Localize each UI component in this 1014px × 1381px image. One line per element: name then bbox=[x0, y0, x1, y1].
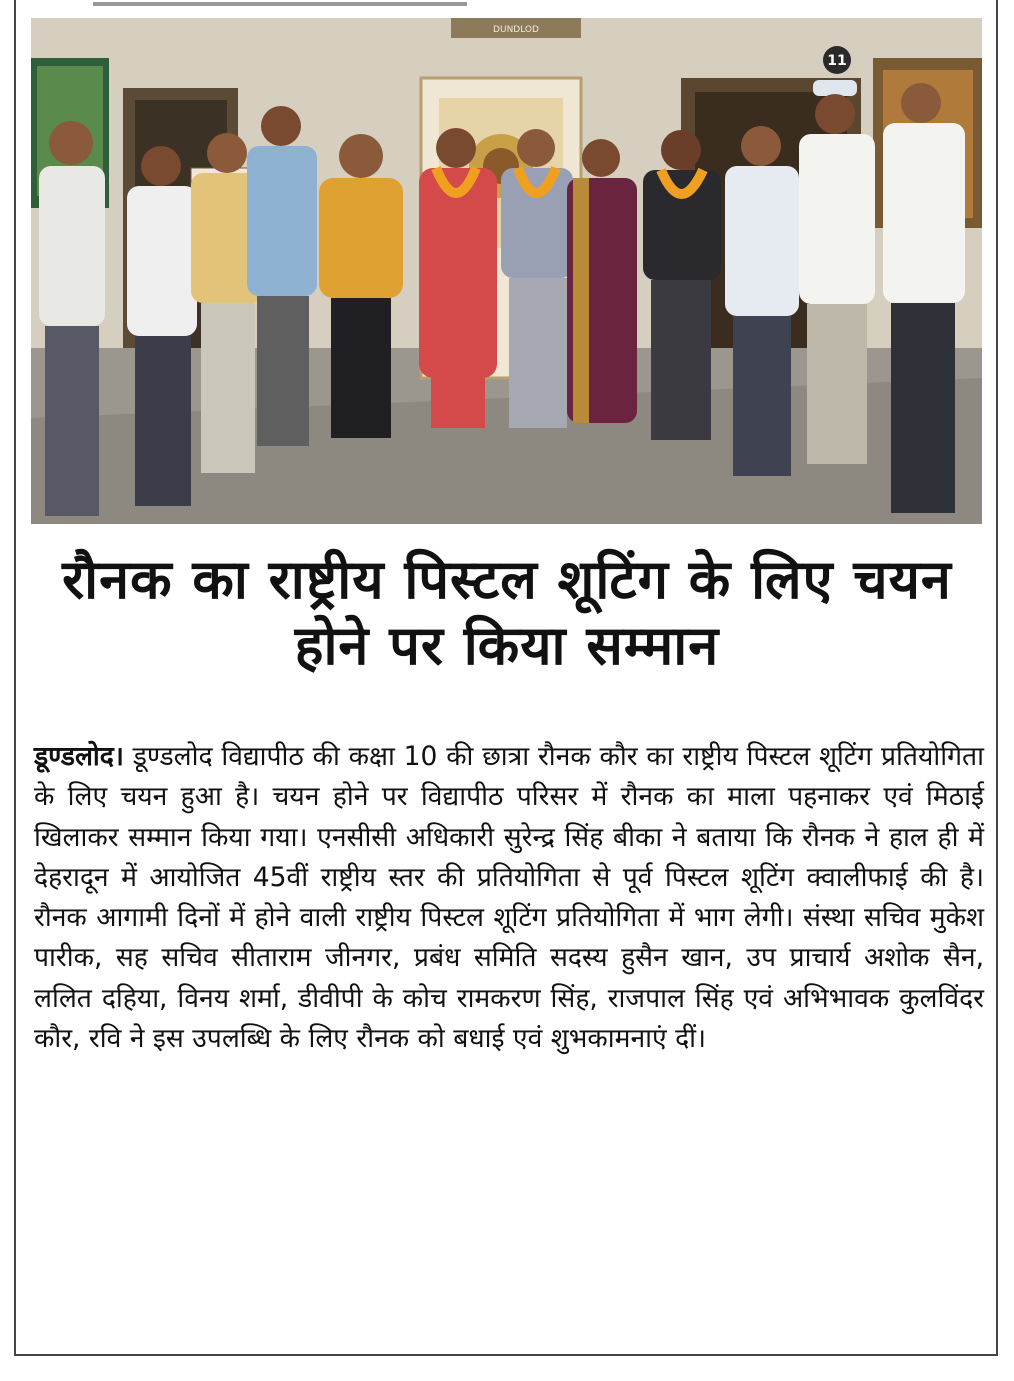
group-photo-illustration bbox=[31, 18, 982, 524]
article-body-text: डूण्डलोद विद्यापीठ की कक्षा 10 की छात्रा रौनक कौर का राष्ट्रीय पिस्टल शूटिंग प्रतियोगिता के लिए चयन हुआ है। चयन होने पर विद्यापीठ परिसर में रौनक का माला पहनाकर एवं मिठाई खिलाकर सम्मान किया गया। एनसीसी अधिकारी सुरेन्द्र सिंह बीका ने बताया कि रौनक ने हाल ही में देहरादून में आयोजित 45वीं राष्ट्रीय स्तर की प्रतियोगिता से पूर्व पिस्टल शूटिंग क्वालीफाई की है। रौनक आगामी दिनों में होने वाली राष्ट्रीय पिस्टल शूटिंग प्रतियोगिता में भाग लेगी। संस्था सचिव मुकेश पारीक, सह सचिव सीताराम जीनगर, प्रबंध समिति सदस्य हुसैन खान, उप प्राचार्य अशोक सैन, ललित दहिया, विनय शर्मा, डीवीपी के कोच रामकरण सिंह, राजपाल सिंह एवं अभिभावक कुलविंदर कौर, रवि ने इस उपलब्धि के लिए रौनक को बधाई एवं शुभकामनाएं दीं। bbox=[34, 741, 984, 1055]
person-12 bbox=[883, 83, 965, 513]
person-5 bbox=[319, 134, 403, 438]
person-2 bbox=[127, 146, 197, 506]
person-8 bbox=[567, 139, 637, 423]
article-body bbox=[34, 737, 984, 1059]
person-4 bbox=[247, 106, 317, 446]
person-10 bbox=[725, 126, 799, 476]
person-1 bbox=[39, 121, 105, 516]
article-dateline: डूण्डलोद। bbox=[34, 741, 124, 772]
person-7 bbox=[501, 129, 573, 428]
group-photo bbox=[31, 18, 982, 524]
room-number: 11 bbox=[827, 53, 847, 69]
person-9 bbox=[643, 130, 721, 440]
person-11 bbox=[799, 80, 875, 464]
article-headline: रौनक का राष्ट्रीय पिस्टल शूटिंग के लिए चयन होने पर किया सम्मान bbox=[62, 548, 952, 677]
signboard-text: DUNDLOD bbox=[493, 25, 539, 35]
